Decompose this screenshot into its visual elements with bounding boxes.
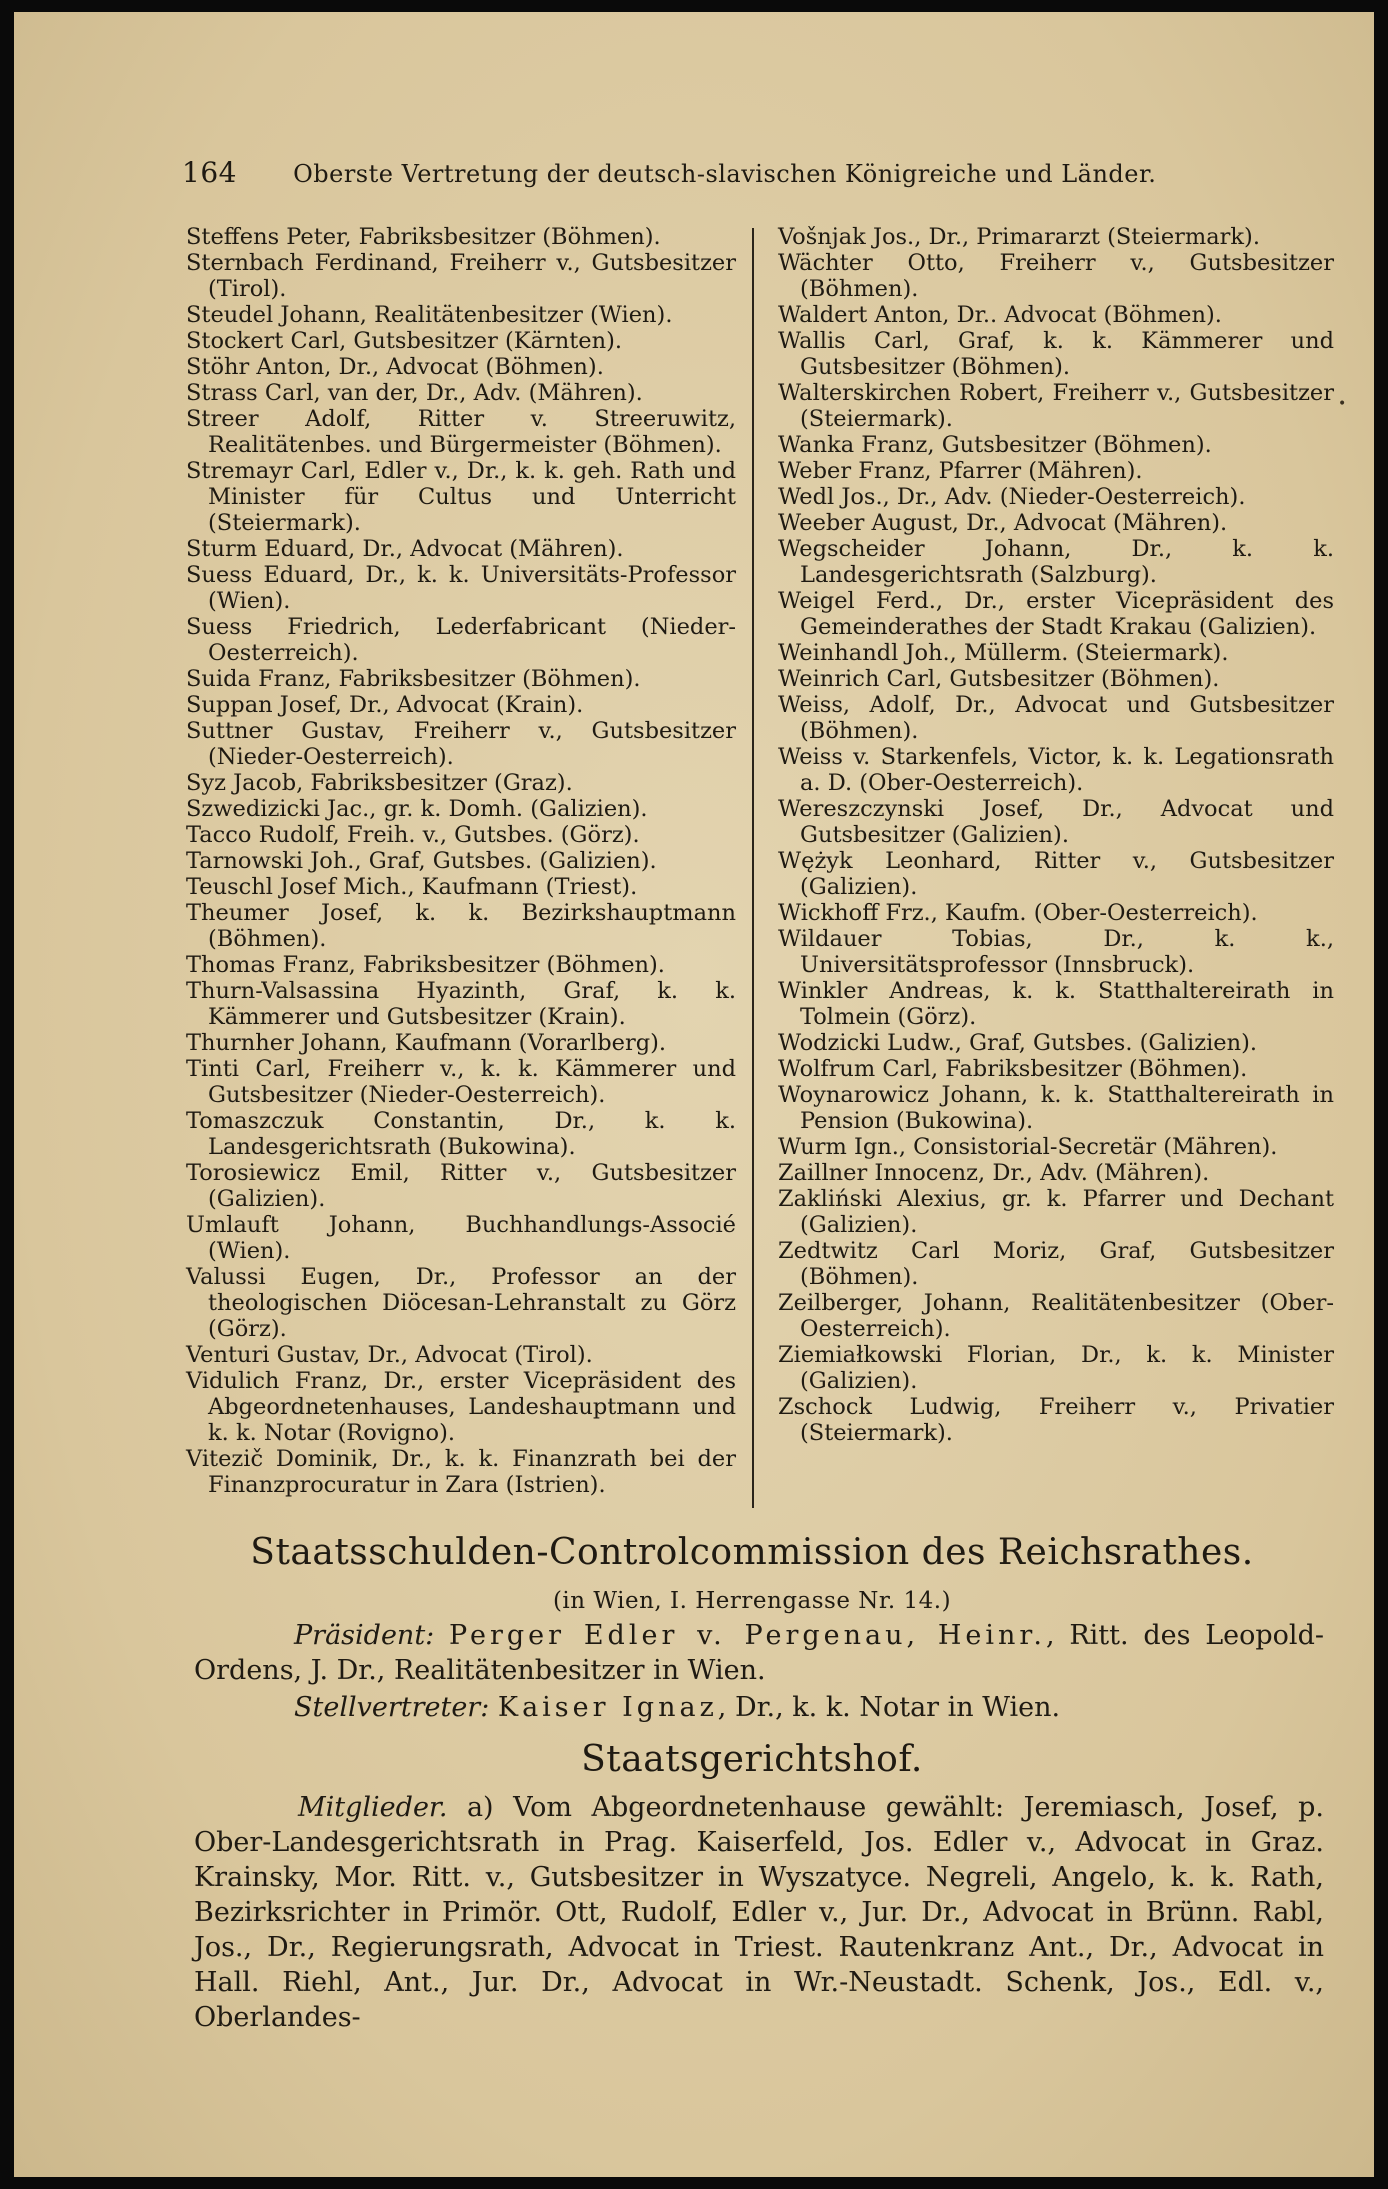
list-item: Suess Friedrich, Lederfabricant (Nieder-Oesterreich). bbox=[186, 614, 736, 666]
president-label: Präsident: bbox=[294, 1620, 435, 1651]
list-item: Strass Carl, van der, Dr., Adv. (Mähren). bbox=[186, 380, 643, 406]
president-paragraph bbox=[194, 1618, 1324, 1688]
list-item: Steffens Peter, Fabriksbesitzer (Böhmen). bbox=[186, 224, 661, 250]
list-item: Wedl Jos., Dr., Adv. (Nieder-Oesterreich). bbox=[778, 484, 1246, 510]
list-item: Valussi Eugen, Dr., Professor an der theologischen Diöcesan-Lehranstalt zu Görz (Görz). bbox=[186, 1264, 736, 1342]
running-title: Oberste Vertretung der deutsch-slavischen Königreiche und Länder. bbox=[293, 160, 1157, 188]
list-item: Steudel Johann, Realitätenbesitzer (Wien). bbox=[186, 302, 673, 328]
list-item: Suida Franz, Fabriksbesitzer (Böhmen). bbox=[186, 666, 641, 692]
list-item: Vidulich Franz, Dr., erster Vicepräsident des Abgeordnetenhauses, Landeshauptmann und k. k. Notar (Rovigno). bbox=[186, 1368, 736, 1446]
list-item: Zedtwitz Carl Moriz, Graf, Gutsbesitzer (Böhmen). bbox=[778, 1238, 1334, 1290]
members-text: a) Vom Abgeordnetenhause gewählt: Jeremiasch, Josef, p. Ober-Landesgerichtsrath in Prag. Kaiserfeld, Jos. Edler v., Advocat in Graz. Krainsky, Mor. Ritt. v., Gutsbesitzer in Wyszatyce. Negreli, Angelo, k. k. Rath, Bezirksrichter in Primör. Ott, Rudolf, Edler v., Jur. Dr., Advocat in Brünn. Rabl, Jos., Dr., Regierungsrath, Advocat in Triest. Rautenkranz Ant., Dr., Advocat in Hall. Riehl, Ant., Jur. Dr., Advocat in Wr.-Neustadt. Schenk, Jos., Edl. v., Oberlandes- bbox=[194, 1792, 1324, 2033]
list-item: Sternbach Ferdinand, Freiherr v., Gutsbesitzer (Tirol). bbox=[186, 250, 736, 302]
president-details: , Ritt. des Leopold-Ordens, J. Dr., Realitätenbesitzer in Wien. bbox=[194, 1620, 1324, 1686]
list-item: Stöhr Anton, Dr., Advocat (Böhmen). bbox=[186, 354, 604, 380]
list-item: Vitezič Dominik, Dr., k. k. Finanzrath bei der Finanzprocuratur in Zara (Istrien). bbox=[186, 1446, 736, 1498]
list-item: Suttner Gustav, Freiherr v., Gutsbesitzer (Nieder-Oesterreich). bbox=[186, 718, 736, 770]
president-name: Perger Edler v. Pergenau, Heinr. bbox=[449, 1620, 1046, 1651]
section-title-staatsgerichtshof: Staatsgerichtshof. bbox=[581, 1739, 923, 1780]
right-column bbox=[778, 224, 1334, 1446]
list-item: Wereszczynski Josef, Dr., Advocat und Gutsbesitzer (Galizien). bbox=[778, 796, 1334, 848]
section-title-controlcommission: Staatsschulden-Controlcommission des Reichsrathes. bbox=[250, 1532, 1254, 1573]
list-item: Sturm Eduard, Dr., Advocat (Mähren). bbox=[186, 536, 624, 562]
list-item: Suppan Josef, Dr., Advocat (Krain). bbox=[186, 692, 584, 718]
list-item: Thomas Franz, Fabriksbesitzer (Böhmen). bbox=[186, 952, 665, 978]
list-item: Teuschl Josef Mich., Kaufmann (Triest). bbox=[186, 874, 638, 900]
list-item: Wallis Carl, Graf, k. k. Kämmerer und Gutsbesitzer (Böhmen). bbox=[778, 328, 1334, 380]
deputy-details: , Dr., k. k. Notar in Wien. bbox=[717, 1692, 1061, 1723]
list-item: Thurn-Valsassina Hyazinth, Graf, k. k. Kämmerer und Gutsbesitzer (Krain). bbox=[186, 978, 736, 1030]
section-location: (in Wien, I. Herrengasse Nr. 14.) bbox=[552, 1588, 952, 1614]
list-item: Wurm Ign., Consistorial-Secretär (Mähren). bbox=[778, 1134, 1278, 1160]
list-item: Ziemiałkowski Florian, Dr., k. k. Minister (Galizien). bbox=[778, 1342, 1334, 1394]
list-item: Wildauer Tobias, Dr., k. k., Universitätsprofessor (Innsbruck). bbox=[778, 926, 1334, 978]
list-item: Wickhoff Frz., Kaufm. (Ober-Oesterreich). bbox=[778, 900, 1258, 926]
deputy-label: Stellvertreter: bbox=[294, 1692, 490, 1723]
list-item: Wegscheider Johann, Dr., k. k. Landesgerichtsrath (Salzburg). bbox=[778, 536, 1334, 588]
page-number: 164 bbox=[182, 156, 237, 189]
list-item: Zakliński Alexius, gr. k. Pfarrer und Dechant (Galizien). bbox=[778, 1186, 1334, 1238]
members-label: Mitglieder. bbox=[298, 1792, 448, 1823]
page-header bbox=[182, 156, 1222, 189]
left-column bbox=[186, 224, 736, 1498]
list-item: Vošnjak Jos., Dr., Primararzt (Steiermark). bbox=[778, 224, 1260, 250]
list-item: Winkler Andreas, k. k. Statthaltereirath in Tolmein (Görz). bbox=[778, 978, 1334, 1030]
list-item: Syz Jacob, Fabriksbesitzer (Graz). bbox=[186, 770, 573, 796]
list-item: Zeilberger, Johann, Realitätenbesitzer (Ober-Oesterreich). bbox=[778, 1290, 1334, 1342]
list-item: Suess Eduard, Dr., k. k. Universitäts-Professor (Wien). bbox=[186, 562, 736, 614]
list-item: Wanka Franz, Gutsbesitzer (Böhmen). bbox=[778, 432, 1212, 458]
list-item: Tinti Carl, Freiherr v., k. k. Kämmerer und Gutsbesitzer (Nieder-Oesterreich). bbox=[186, 1056, 736, 1108]
list-item: Stockert Carl, Gutsbesitzer (Kärnten). bbox=[186, 328, 623, 354]
list-item: Wodzicki Ludw., Graf, Gutsbes. (Galizien). bbox=[778, 1030, 1258, 1056]
column-divider bbox=[752, 228, 754, 1508]
book-page bbox=[14, 12, 1374, 2177]
deputy-paragraph bbox=[194, 1690, 1324, 1725]
deputy-name: Kaiser Ignaz bbox=[497, 1692, 718, 1723]
members-paragraph bbox=[194, 1790, 1324, 2035]
list-item: Tacco Rudolf, Freih. v., Gutsbes. (Görz). bbox=[186, 822, 640, 848]
list-item: Szwedizicki Jac., gr. k. Domh. (Galizien). bbox=[186, 796, 648, 822]
list-item: Wolfrum Carl, Fabriksbesitzer (Böhmen). bbox=[778, 1056, 1248, 1082]
list-item: Weiss v. Starkenfels, Victor, k. k. Legationsrath a. D. (Ober-Oesterreich). bbox=[778, 744, 1334, 796]
list-item: Weiss, Adolf, Dr., Advocat und Gutsbesitzer (Böhmen). bbox=[778, 692, 1334, 744]
list-item: Weeber August, Dr., Advocat (Mähren). bbox=[778, 510, 1228, 536]
list-item: Weigel Ferd., Dr., erster Vicepräsident des Gemeinderathes der Stadt Krakau (Galizien). bbox=[778, 588, 1334, 640]
list-item: Umlauft Johann, Buchhandlungs-Associé (Wien). bbox=[186, 1212, 736, 1264]
list-item: Streer Adolf, Ritter v. Streeruwitz, Realitätenbes. und Bürgermeister (Böhmen). bbox=[186, 406, 736, 458]
list-item: Zschock Ludwig, Freiherr v., Privatier (Steiermark). bbox=[778, 1394, 1334, 1446]
list-item: Torosiewicz Emil, Ritter v., Gutsbesitzer (Galizien). bbox=[186, 1160, 736, 1212]
list-item: Weber Franz, Pfarrer (Mähren). bbox=[778, 458, 1143, 484]
margin-mark: • bbox=[1338, 396, 1347, 412]
list-item: Wężyk Leonhard, Ritter v., Gutsbesitzer (Galizien). bbox=[778, 848, 1334, 900]
list-item: Tarnowski Joh., Graf, Gutsbes. (Galizien). bbox=[186, 848, 657, 874]
list-item: Thurnher Johann, Kaufmann (Vorarlberg). bbox=[186, 1030, 667, 1056]
list-item: Waldert Anton, Dr.. Advocat (Böhmen). bbox=[778, 302, 1222, 328]
list-item: Venturi Gustav, Dr., Advocat (Tirol). bbox=[186, 1342, 593, 1368]
list-item: Wächter Otto, Freiherr v., Gutsbesitzer (Böhmen). bbox=[778, 250, 1334, 302]
list-item: Walterskirchen Robert, Freiherr v., Gutsbesitzer (Steiermark). bbox=[778, 380, 1334, 432]
list-item: Weinhandl Joh., Müllerm. (Steiermark). bbox=[778, 640, 1229, 666]
list-item: Stremayr Carl, Edler v., Dr., k. k. geh. Rath und Minister für Cultus und Unterricht (Steiermark). bbox=[186, 458, 736, 536]
list-item: Theumer Josef, k. k. Bezirkshauptmann (Böhmen). bbox=[186, 900, 736, 952]
list-item: Woynarowicz Johann, k. k. Statthaltereirath in Pension (Bukowina). bbox=[778, 1082, 1334, 1134]
list-item: Tomaszczuk Constantin, Dr., k. k. Landesgerichtsrath (Bukowina). bbox=[186, 1108, 736, 1160]
list-item: Zaillner Innocenz, Dr., Adv. (Mähren). bbox=[778, 1160, 1210, 1186]
list-item: Weinrich Carl, Gutsbesitzer (Böhmen). bbox=[778, 666, 1220, 692]
